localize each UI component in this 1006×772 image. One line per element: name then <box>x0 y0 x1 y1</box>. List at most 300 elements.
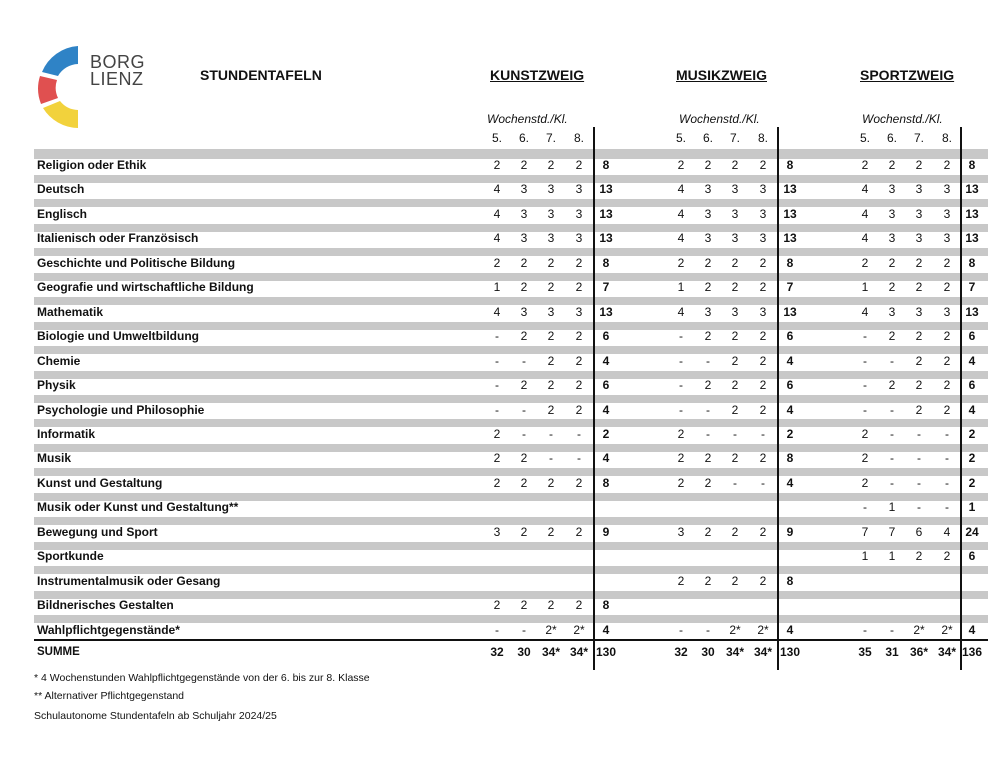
table-cell-kunst: 2 <box>575 280 583 295</box>
table-cell-musik: - <box>706 622 710 637</box>
row-band <box>34 297 988 305</box>
table-cell-sport: 2 <box>888 255 896 270</box>
table-cell-kunst: - <box>549 426 553 441</box>
table-cell-musik: - <box>706 426 710 441</box>
row-sum-sport: 4 <box>968 353 976 368</box>
table-cell-kunst: 2 <box>520 475 528 490</box>
table-cell-kunst: 2 <box>547 158 555 172</box>
table-cell-sport: - <box>863 622 867 637</box>
table-cell-sport: 2 <box>915 158 923 172</box>
table-cell-musik: 2 <box>677 158 685 172</box>
table-cell-musik: 2 <box>731 353 739 368</box>
row-sum-sport: 2 <box>968 451 976 466</box>
table-cell-sport: - <box>890 426 894 441</box>
table-cell-musik: 3 <box>704 304 712 319</box>
table-cell-musik: 2 <box>677 475 685 490</box>
table-cell-musik: - <box>761 426 765 441</box>
table-cell-sport: - <box>863 378 867 393</box>
summe-cell-kunst: 30 <box>517 644 531 659</box>
table-cell-kunst: 2 <box>520 451 528 466</box>
table-cell-musik: 2 <box>704 280 712 295</box>
table-cell-musik: 2 <box>731 280 739 295</box>
table-cell-kunst: - <box>495 353 499 368</box>
summe-label: SUMME <box>37 645 80 658</box>
table-cell-musik: - <box>761 475 765 490</box>
table-cell-kunst: 2 <box>520 255 528 270</box>
table-cell-musik: - <box>733 475 737 490</box>
table-cell-sport: 3 <box>888 231 896 246</box>
class-header-sport-5: 5. <box>859 131 870 145</box>
row-label: Biologie und Umweltbildung <box>37 329 199 344</box>
table-cell-sport: 2 <box>915 280 923 295</box>
row-sum-kunst: 4 <box>602 622 610 637</box>
table-cell-kunst: 3 <box>575 206 583 221</box>
table-cell-sport: 2 <box>915 378 923 393</box>
row-band <box>34 468 988 476</box>
table-cell-kunst: 2* <box>545 622 557 637</box>
row-sum-sport: 4 <box>968 402 976 417</box>
row-label: Mathematik <box>37 304 104 319</box>
table-cell-kunst: 2* <box>573 622 585 637</box>
row-label: Musik <box>37 451 72 466</box>
row-band <box>34 371 988 379</box>
table-cell-musik: 2 <box>677 451 685 466</box>
table-cell-musik: 2 <box>704 378 712 393</box>
footnote-alternativ: ** Alternativer Pflichtgegenstand <box>34 690 185 702</box>
row-band <box>34 444 988 452</box>
table-cell-kunst: 2 <box>520 378 528 393</box>
row-sum-kunst: 13 <box>599 304 613 319</box>
table-cell-musik: 2 <box>677 426 685 441</box>
row-sum-kunst: 13 <box>599 206 613 221</box>
table-cell-sport: 2 <box>943 329 951 344</box>
table-cell-kunst: 3 <box>547 231 555 246</box>
table-cell-sport: 2 <box>861 158 869 172</box>
row-label: Bewegung und Sport <box>37 524 158 539</box>
table-cell-kunst: 1 <box>493 280 501 295</box>
class-header-musik-7: 7. <box>729 131 740 145</box>
row-label: Informatik <box>37 426 96 441</box>
table-cell-sport: 2 <box>943 158 951 172</box>
row-sum-sport: 6 <box>968 329 976 344</box>
row-sum-sport: 13 <box>965 304 979 319</box>
table-cell-musik: 2 <box>704 524 712 539</box>
table-cell-musik: - <box>679 353 683 368</box>
class-header-sport-6: 6. <box>886 131 897 145</box>
table-cell-musik: 3 <box>759 182 767 197</box>
table-cell-kunst: 3 <box>520 206 528 221</box>
summe-cell-musik: 34* <box>725 644 745 659</box>
summe-cell-sport: 36* <box>909 644 929 659</box>
table-cell-sport: 3 <box>888 304 896 319</box>
class-header-sport-8: 8. <box>941 131 952 145</box>
row-label: Kunst und Gestaltung <box>37 475 163 490</box>
table-cell-kunst: 2 <box>547 598 555 613</box>
table-cell-sport: - <box>890 353 894 368</box>
table-cell-sport: 2 <box>943 255 951 270</box>
table-cell-kunst: 2 <box>493 451 501 466</box>
table-cell-kunst: 3 <box>520 304 528 319</box>
table-cell-sport: - <box>890 451 894 466</box>
table-cell-sport: - <box>863 402 867 417</box>
summe-cell-sport: 31 <box>885 644 899 659</box>
table-cell-sport: - <box>890 402 894 417</box>
table-cell-kunst: 2 <box>520 524 528 539</box>
row-sum-kunst: 13 <box>599 231 613 246</box>
table-cell-musik: - <box>679 402 683 417</box>
table-cell-sport: 2 <box>888 280 896 295</box>
table-cell-sport: 2 <box>943 378 951 393</box>
row-label: Geschichte und Politische Bildung <box>37 255 236 270</box>
row-sum-sport: 24 <box>965 524 979 539</box>
table-cell-musik: 2 <box>759 524 767 539</box>
row-sum-sport: 2 <box>968 426 976 441</box>
table-cell-musik: 2 <box>731 329 739 344</box>
row-label: Religion oder Ethik <box>37 158 147 172</box>
table-cell-sport: 3 <box>943 182 951 197</box>
row-sum-musik: 13 <box>783 231 797 246</box>
row-sum-kunst: 2 <box>602 426 610 441</box>
table-cell-kunst: 2 <box>493 158 501 172</box>
table-cell-musik: 4 <box>677 182 685 197</box>
row-sum-sport: 13 <box>965 206 979 221</box>
row-sum-musik: 8 <box>786 573 794 588</box>
table-cell-musik: 2 <box>759 329 767 344</box>
table-cell-sport: 3 <box>915 231 923 246</box>
table-cell-sport: 2 <box>915 353 923 368</box>
row-sum-kunst: 6 <box>602 378 610 393</box>
table-cell-kunst: 2 <box>575 402 583 417</box>
table-cell-kunst: 3 <box>520 182 528 197</box>
row-sum-kunst: 8 <box>602 255 610 270</box>
table-cell-sport: 2 <box>861 451 869 466</box>
row-sum-kunst: 8 <box>602 158 610 172</box>
row-sum-kunst: 8 <box>602 598 610 613</box>
summe-total-sport: 136 <box>961 644 983 659</box>
table-cell-kunst: - <box>495 329 499 344</box>
table-cell-kunst: 3 <box>547 182 555 197</box>
table-cell-sport: 2 <box>888 329 896 344</box>
page-title: STUNDENTAFELN <box>200 67 322 83</box>
summe-cell-musik: 30 <box>701 644 715 659</box>
table-cell-sport: - <box>863 500 867 515</box>
logo-arc-yellow <box>43 101 78 128</box>
table-cell-sport: 2 <box>888 158 896 172</box>
table-cell-kunst: 2 <box>493 255 501 270</box>
table-cell-kunst: 2 <box>575 598 583 613</box>
summe-total-kunst: 130 <box>595 644 617 659</box>
table-cell-kunst: 3 <box>547 206 555 221</box>
table-cell-kunst: 4 <box>493 304 501 319</box>
table-cell-musik: 2 <box>731 524 739 539</box>
summe-cell-kunst: 32 <box>490 644 504 659</box>
table-cell-sport: - <box>917 475 921 490</box>
row-band <box>34 419 988 427</box>
table-cell-sport: 4 <box>943 524 951 539</box>
table-cell-sport: 7 <box>861 524 869 539</box>
row-sum-sport: 7 <box>968 280 976 295</box>
vertical-divider-sport <box>960 127 962 670</box>
row-band <box>34 542 988 550</box>
row-sum-musik: 13 <box>783 206 797 221</box>
table-cell-sport: - <box>917 500 921 515</box>
class-header-kunst-6: 6. <box>518 131 529 145</box>
table-cell-sport: 2 <box>888 378 896 393</box>
table-cell-sport: - <box>945 500 949 515</box>
table-cell-kunst: 2 <box>575 378 583 393</box>
table-cell-kunst: 3 <box>575 231 583 246</box>
row-sum-musik: 13 <box>783 182 797 197</box>
table-cell-kunst: - <box>577 426 581 441</box>
row-sum-musik: 8 <box>786 255 794 270</box>
table-cell-kunst: 2 <box>575 329 583 344</box>
row-label: Sportkunde <box>37 549 104 564</box>
table-cell-musik: - <box>679 622 683 637</box>
row-sum-sport: 13 <box>965 182 979 197</box>
table-cell-kunst: 2 <box>547 353 555 368</box>
row-sum-musik: 8 <box>786 451 794 466</box>
row-sum-kunst: 9 <box>602 524 610 539</box>
table-cell-sport: 2 <box>861 255 869 270</box>
vertical-divider-musik <box>777 127 779 670</box>
table-cell-musik: 2 <box>731 158 739 172</box>
row-sum-musik: 6 <box>786 329 794 344</box>
table-cell-sport: 6 <box>915 524 923 539</box>
table-cell-musik: 2 <box>759 158 767 172</box>
table-cell-musik: 1 <box>677 280 685 295</box>
heading-musikzweig: MUSIKZWEIG <box>676 67 767 83</box>
class-header-sport-7: 7. <box>913 131 924 145</box>
summe-cell-sport: 34* <box>937 644 957 659</box>
table-cell-kunst: 2 <box>493 598 501 613</box>
row-label: Chemie <box>37 353 81 368</box>
table-cell-musik: 3 <box>677 524 685 539</box>
heading-kunstzweig: KUNSTZWEIG <box>490 67 585 83</box>
table-cell-sport: - <box>945 475 949 490</box>
row-sum-sport: 6 <box>968 549 976 564</box>
row-band <box>34 151 988 159</box>
table-cell-sport: 4 <box>861 231 869 246</box>
row-sum-sport: 2 <box>968 475 976 490</box>
table-cell-musik: 2 <box>759 378 767 393</box>
table-cell-sport: 3 <box>888 206 896 221</box>
table-cell-kunst: 3 <box>547 304 555 319</box>
table-cell-sport: 2 <box>915 549 923 564</box>
table-cell-kunst: 2 <box>547 255 555 270</box>
class-header-kunst-8: 8. <box>573 131 584 145</box>
wochenstd-label-sport: Wochenstd./Kl. <box>862 112 943 126</box>
class-header-musik-6: 6. <box>702 131 713 145</box>
class-header-musik-5: 5. <box>675 131 686 145</box>
table-cell-musik: 3 <box>759 231 767 246</box>
table-cell-musik: 2 <box>759 353 767 368</box>
table-cell-musik: 2 <box>731 573 739 588</box>
table-cell-kunst: 4 <box>493 182 501 197</box>
table-cell-sport: 3 <box>943 206 951 221</box>
table-cell-musik: 2 <box>677 573 685 588</box>
table-cell-kunst: 2 <box>547 524 555 539</box>
row-label: Italienisch oder Französisch <box>37 231 199 246</box>
table-cell-kunst: 4 <box>493 206 501 221</box>
row-sum-sport: 1 <box>968 500 976 515</box>
row-label: Psychologie und Philosophie <box>37 402 205 417</box>
table-cell-musik: 4 <box>677 206 685 221</box>
row-label: Instrumentalmusik oder Gesang <box>37 573 221 588</box>
table-cell-kunst: 2 <box>575 475 583 490</box>
table-cell-kunst: 2 <box>575 524 583 539</box>
table-cell-sport: 3 <box>915 206 923 221</box>
table-cell-kunst: - <box>577 451 581 466</box>
table-cell-sport: 1 <box>888 500 896 515</box>
table-cell-musik: 2 <box>731 451 739 466</box>
summe-total-musik: 130 <box>779 644 801 659</box>
table-cell-musik: 2 <box>759 573 767 588</box>
table-cell-sport: 4 <box>861 182 869 197</box>
row-sum-kunst: 4 <box>602 451 610 466</box>
table-cell-musik: - <box>679 378 683 393</box>
table-cell-musik: 3 <box>731 304 739 319</box>
table-cell-sport: 2 <box>915 329 923 344</box>
row-sum-kunst: 6 <box>602 329 610 344</box>
class-header-musik-8: 8. <box>757 131 768 145</box>
table-cell-sport: 1 <box>861 280 869 295</box>
table-cell-kunst: 4 <box>493 231 501 246</box>
row-sum-musik: 4 <box>786 475 794 490</box>
table-cell-sport: 4 <box>861 206 869 221</box>
row-label: Englisch <box>37 206 88 221</box>
row-sum-sport: 8 <box>968 255 976 270</box>
table-cell-musik: 2 <box>677 255 685 270</box>
logo-text <box>90 54 145 88</box>
logo-arc-red <box>38 76 58 104</box>
row-sum-kunst: 4 <box>602 353 610 368</box>
table-cell-sport: - <box>890 475 894 490</box>
table-cell-sport: 2 <box>943 280 951 295</box>
table-cell-kunst: 3 <box>520 231 528 246</box>
row-band <box>34 199 988 207</box>
table-cell-kunst: 2 <box>520 598 528 613</box>
table-cell-musik: 2 <box>759 451 767 466</box>
table-cell-kunst: 2 <box>547 475 555 490</box>
table-cell-kunst: 2 <box>575 158 583 172</box>
logo-text-line2: LIENZ <box>90 69 144 89</box>
table-cell-kunst: - <box>495 622 499 637</box>
table-cell-kunst: 2 <box>547 280 555 295</box>
table-cell-sport: - <box>945 426 949 441</box>
wochenstd-label-musik: Wochenstd./Kl. <box>679 112 760 126</box>
table-cell-musik: 2 <box>759 402 767 417</box>
row-sum-sport: 13 <box>965 231 979 246</box>
table-cell-musik: 2 <box>704 451 712 466</box>
table-cell-musik: 3 <box>704 231 712 246</box>
table-cell-sport: 1 <box>888 549 896 564</box>
row-band <box>34 591 988 599</box>
table-cell-musik: 2 <box>731 255 739 270</box>
table-cell-kunst: 3 <box>575 182 583 197</box>
table-cell-kunst: 2 <box>575 353 583 368</box>
row-label: Geografie und wirtschaftliche Bildung <box>37 280 254 295</box>
table-cell-kunst: - <box>522 622 526 637</box>
row-sum-kunst: 4 <box>602 402 610 417</box>
table-cell-kunst: 2 <box>575 255 583 270</box>
table-cell-sport: 2 <box>861 426 869 441</box>
table-cell-musik: 2 <box>731 402 739 417</box>
table-cell-musik: 2 <box>704 475 712 490</box>
table-cell-kunst: - <box>495 378 499 393</box>
row-sum-musik: 4 <box>786 402 794 417</box>
row-sum-musik: 4 <box>786 353 794 368</box>
table-cell-musik: 2 <box>704 158 712 172</box>
footnote-wahlpflicht: * 4 Wochenstunden Wahlpflichtgegenstände von der 6. bis zur 8. Klasse <box>34 672 370 684</box>
table-cell-sport: 2* <box>941 622 953 637</box>
row-sum-sport: 4 <box>968 622 976 637</box>
summe-divider <box>34 639 988 641</box>
table-cell-sport: 2 <box>915 402 923 417</box>
summe-cell-musik: 34* <box>753 644 773 659</box>
table-cell-musik: 4 <box>677 231 685 246</box>
footnote-schulautonom: Schulautonome Stundentafeln ab Schuljahr 2024/25 <box>34 710 277 722</box>
table-cell-kunst: 2 <box>493 475 501 490</box>
table-cell-sport: 2 <box>915 255 923 270</box>
table-cell-sport: 1 <box>861 549 869 564</box>
table-cell-sport: - <box>917 451 921 466</box>
summe-cell-musik: 32 <box>674 644 688 659</box>
row-sum-kunst: 13 <box>599 182 613 197</box>
table-cell-sport: 3 <box>943 304 951 319</box>
table-cell-kunst: 2 <box>547 402 555 417</box>
summe-cell-sport: 35 <box>858 644 872 659</box>
table-cell-musik: 3 <box>759 206 767 221</box>
table-cell-sport: - <box>890 622 894 637</box>
table-cell-sport: 7 <box>888 524 896 539</box>
row-label: Physik <box>37 378 76 393</box>
table-cell-kunst: 3 <box>575 304 583 319</box>
table-cell-kunst: - <box>522 353 526 368</box>
table-cell-sport: 4 <box>861 304 869 319</box>
row-band <box>34 175 988 183</box>
table-cell-musik: 3 <box>704 182 712 197</box>
table-cell-musik: 2 <box>731 378 739 393</box>
row-sum-musik: 8 <box>786 158 794 172</box>
table-cell-musik: 2 <box>759 255 767 270</box>
summe-cell-kunst: 34* <box>541 644 561 659</box>
table-cell-kunst: 2 <box>520 158 528 172</box>
table-cell-kunst: 3 <box>493 524 501 539</box>
row-sum-musik: 4 <box>786 622 794 637</box>
row-label: Bildnerisches Gestalten <box>37 598 174 613</box>
table-cell-kunst: 2 <box>547 378 555 393</box>
class-header-kunst-5: 5. <box>491 131 502 145</box>
table-cell-musik: 3 <box>731 206 739 221</box>
row-band <box>34 346 988 354</box>
row-sum-kunst: 8 <box>602 475 610 490</box>
table-cell-musik: 2 <box>759 280 767 295</box>
summe-cell-kunst: 34* <box>569 644 589 659</box>
table-cell-kunst: 2 <box>520 280 528 295</box>
table-cell-musik: 2 <box>704 255 712 270</box>
table-cell-sport: 3 <box>915 182 923 197</box>
table-cell-sport: 3 <box>915 304 923 319</box>
table-cell-kunst: - <box>522 402 526 417</box>
table-cell-musik: 3 <box>759 304 767 319</box>
row-label: Musik oder Kunst und Gestaltung** <box>37 500 239 515</box>
table-cell-musik: 2* <box>757 622 769 637</box>
table-cell-musik: - <box>706 402 710 417</box>
row-label: Deutsch <box>37 182 85 197</box>
table-cell-sport: - <box>945 451 949 466</box>
class-header-kunst-7: 7. <box>545 131 556 145</box>
table-cell-kunst: 2 <box>547 329 555 344</box>
